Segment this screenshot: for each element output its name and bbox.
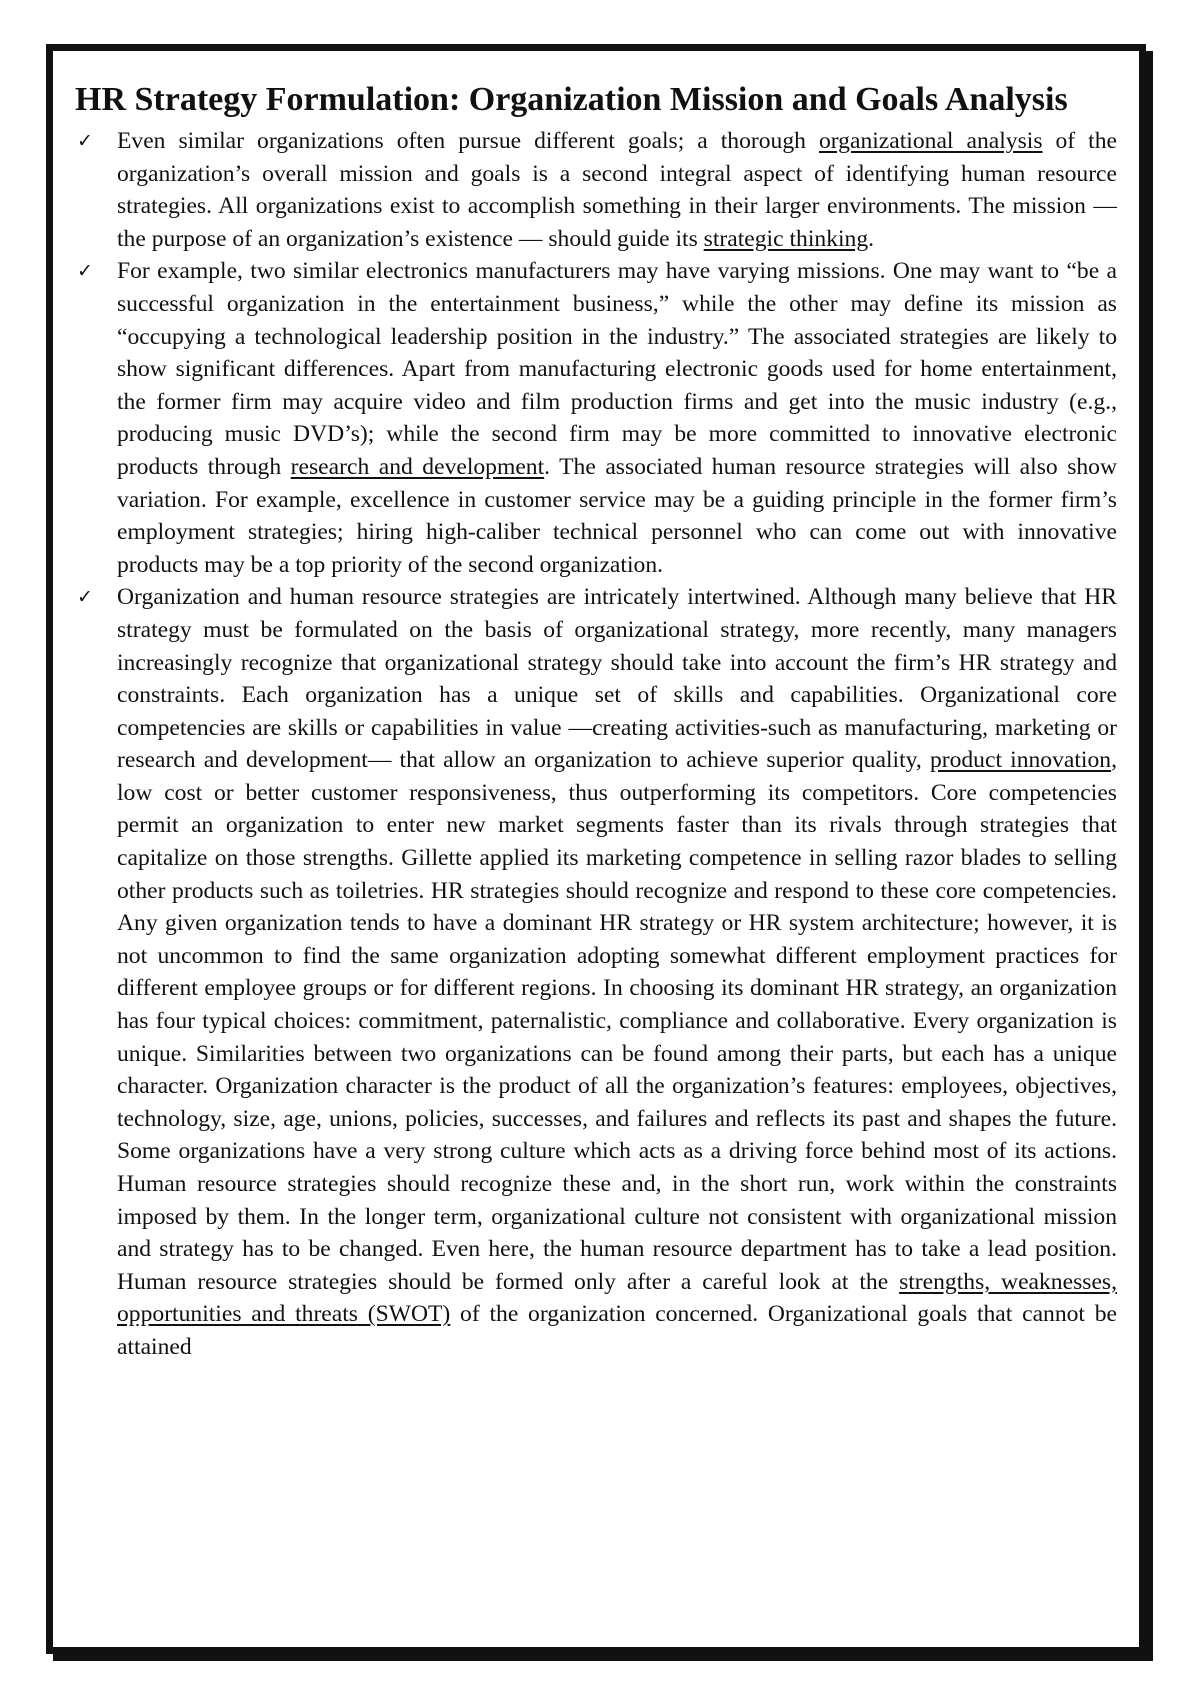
bullet-item-example-manufacturers xyxy=(75,255,1117,581)
bullet-text: of the organization concerned. Organizational goals that cannot be attained xyxy=(117,1301,1118,1360)
document-body xyxy=(75,79,1117,1364)
bullet-item-mission-analysis xyxy=(75,125,1117,255)
bullet-text: Even similar organizations often pursue different goals; a thorough xyxy=(117,128,819,154)
bullet-item-intertwined-strategies xyxy=(75,581,1117,1363)
bullet-list xyxy=(75,125,1117,1364)
underlined-term-research-and-development[interactable]: research and development xyxy=(290,453,545,480)
bullet-text: , low cost or better customer responsiveness, thus outperforming its competitors. Core competencies permit an organization to enter new market segments faster than its rivals through strategies that capitalize on those strengths. Gillette applied its marketing competence in selling razor blades to selling other products such as toiletries. HR strategies should recognize and respond to these core competencies. Any given organization tends to have a dominant HR strategy or HR system architecture; however, it is not uncommon to find the same organization adopting somewhat different employment practices for different employee groups or for different regions. In choosing its dominant HR strategy, an organization has four typical choices: commitment, paternalistic, compliance and collaborative. Every organization is unique. Similarities between two organizations can be found among their parts, but each has a unique character. Organization character is the product of all the organization’s features: employees, objectives, technology, size, age, unions, policies, successes, and failures and reflects its past and shapes the future. Some organizations have a very strong culture which acts as a driving force behind most of its actions. Human resource strategies should recognize these and, in the short run, work within the constraints imposed by them. In the longer term, organizational culture not consistent with organizational mission and strategy has to be changed. Even here, the human resource department has to take a lead position. Human resource strategies should be formed only after a careful look at the xyxy=(117,747,1117,1295)
bullet-text: . xyxy=(868,225,875,252)
check-mark-icon: ✓ xyxy=(77,586,93,609)
bullet-text: Organization and human resource strategies are intricately intertwined. Although many believe that HR strategy must be formulated on the basis of organizational strategy, more recently, many managers increasingly recognize that organizational strategy should take into account the firm’s HR strategy and constraints. Each organization has a unique set of skills and capabilities. Organizational core competencies are skills or capabilities in value —creating activities-such as manufacturing, marketing or research and development— that allow an organization to achieve superior quality, xyxy=(117,584,1117,774)
document-title: HR Strategy Formulation: Organization Mission and Goals Analysis xyxy=(75,81,1068,118)
underlined-term-organizational-analysis[interactable]: organizational analysis xyxy=(818,128,1043,154)
check-mark-icon: ✓ xyxy=(77,130,93,152)
page-border xyxy=(46,44,1146,1654)
bullet-text: of the organization’s overall mission and goals is a second integral aspect of identifying human resource strategies. All organizations exist to accomplish something in their larger environments. The mission — the purpose of an organization’s existence — should guide its xyxy=(117,128,1117,252)
bullet-text: . The associated human resource strategies will also show variation. For example, excellence in customer service may be a guiding principle in the former firm’s employment strategies; hiring high-caliber technical personnel who can come out with innovative products may be a top priority of the second organization. xyxy=(117,453,1118,578)
underlined-term-strategic-thinking[interactable]: strategic thinking xyxy=(703,225,869,252)
underlined-term-swot[interactable]: strengths, weaknesses, opportunities and threats (SWOT) xyxy=(117,1268,1117,1328)
underlined-term-product-innovation[interactable]: product innovation xyxy=(929,747,1112,774)
bullet-text: For example, two similar electronics manufacturers may have varying missions. One may want to “be a successful organization in the entertainment business,” while the other may define its mission as “occupying a technological leadership position in the industry.” The associated strategies are likely to show significant differences. Apart from manufacturing electronic goods used for home entertainment, the former firm may acquire video and film production firms and get into the music industry (e.g., producing music DVD’s); while the second firm may be more committed to innovative electronic products through xyxy=(117,258,1117,480)
check-mark-icon: ✓ xyxy=(77,260,93,283)
